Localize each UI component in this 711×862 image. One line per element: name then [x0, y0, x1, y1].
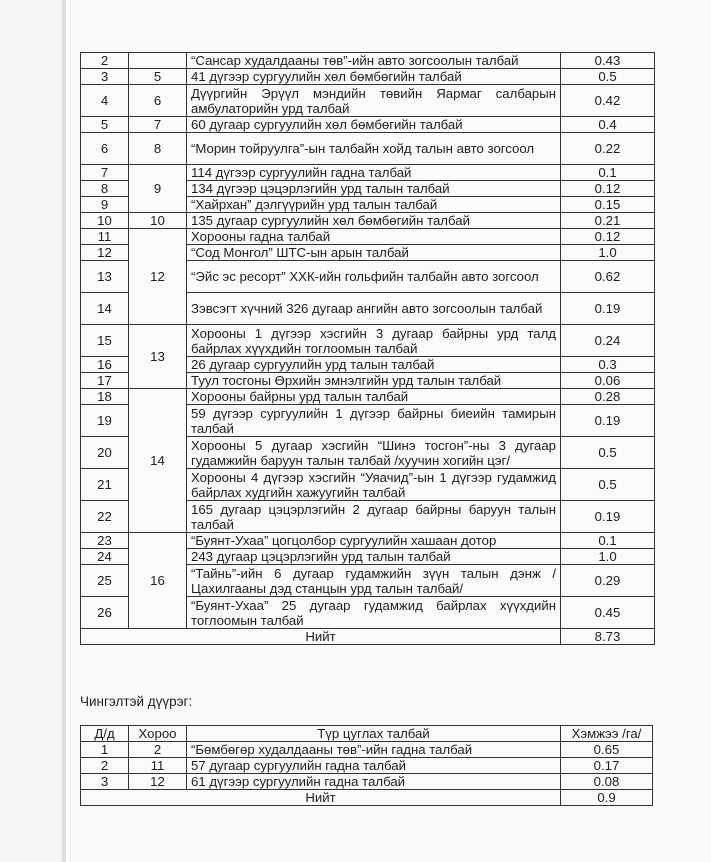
area-cell: 0.43 — [561, 53, 655, 69]
place-cell: Хорооны 1 дүгээр хэсгийн 3 дугаар байрны урд талд байрлах хүүхдийн тоглоомын талбай — [187, 325, 561, 357]
table-row — [81, 117, 655, 133]
row-number: 16 — [81, 357, 129, 373]
total-row — [81, 629, 655, 645]
row-number: 11 — [81, 229, 129, 245]
area-cell: 0.28 — [561, 389, 655, 405]
khoroo-cell: 12 — [129, 229, 187, 325]
row-number: 4 — [81, 85, 129, 117]
table-row — [81, 213, 655, 229]
area-cell: 0.29 — [561, 565, 655, 597]
area-cell: 0.42 — [561, 85, 655, 117]
area-cell: 0.22 — [561, 133, 655, 165]
row-number: 26 — [81, 597, 129, 629]
place-cell: “Бөмбөгөр худалдааны төв”-ийн гадна талбай — [187, 742, 561, 758]
place-cell: Хорооны байрны урд талын талбай — [187, 389, 561, 405]
area-cell: 0.19 — [561, 501, 655, 533]
row-number: 23 — [81, 533, 129, 549]
place-cell: 57 дугаар сургуулийн гадна талбай — [187, 758, 561, 774]
row-number: 2 — [81, 53, 129, 69]
area-cell: 1.0 — [561, 245, 655, 261]
row-number: 24 — [81, 549, 129, 565]
place-cell: 59 дүгээр сургуулийн 1 дүгээр байрны биеийн тамирын талбай — [187, 405, 561, 437]
place-cell: “Сансар худалдааны төв”-ийн авто зогсоолын талбай — [187, 53, 561, 69]
place-cell: 41 дүгээр сургуулийн хөл бөмбөгийн талбай — [187, 69, 561, 85]
area-cell: 0.08 — [561, 774, 653, 790]
table-row — [81, 133, 655, 165]
area-cell: 0.3 — [561, 357, 655, 373]
khoroo-cell: 16 — [129, 533, 187, 629]
row-number: 19 — [81, 405, 129, 437]
place-cell: 165 дугаар цэцэрлэгийн 2 дугаар байрны баруун талын талбай — [187, 501, 561, 533]
total-row — [81, 790, 653, 806]
row-number: 2 — [81, 758, 129, 774]
khoroo-cell: 10 — [129, 213, 187, 229]
table-row — [81, 69, 655, 85]
table-row — [81, 533, 655, 549]
total-label: Нийт — [81, 629, 561, 645]
section-title: Чингэлтэй дүүрэг: — [80, 694, 193, 709]
place-cell: 135 дугаар сургуулийн хөл бөмбөгийн талбай — [187, 213, 561, 229]
scan-margin — [0, 0, 62, 862]
row-number: 22 — [81, 501, 129, 533]
place-cell: “Хайрхан” дэлгүүрийн урд талын талбай — [187, 197, 561, 213]
area-cell: 0.5 — [561, 69, 655, 85]
table-row — [81, 389, 655, 405]
row-number: 20 — [81, 437, 129, 469]
row-number: 7 — [81, 165, 129, 181]
row-number: 3 — [81, 69, 129, 85]
header-place: Түр цуглах талбай — [187, 726, 561, 742]
row-number: 18 — [81, 389, 129, 405]
place-cell: Хорооны гадна талбай — [187, 229, 561, 245]
row-number: 14 — [81, 293, 129, 325]
row-number: 21 — [81, 469, 129, 501]
area-cell: 0.5 — [561, 469, 655, 501]
place-cell: “Морин тойруулга”-ын талбайн хойд талын авто зогсоол — [187, 133, 561, 165]
khoroo-cell: 9 — [129, 165, 187, 213]
header-khoroo: Хороо — [129, 726, 187, 742]
total-value: 0.9 — [561, 790, 653, 806]
row-number: 13 — [81, 261, 129, 293]
place-cell: “Сод Монгол” ШТС-ын арын талбай — [187, 245, 561, 261]
table-row — [81, 758, 653, 774]
khoroo-cell: 5 — [129, 69, 187, 85]
place-cell: “Буянт-Ухаа” 25 дугаар гудамжид байрлах хүүхдийн тоглоомын талбай — [187, 597, 561, 629]
khoroo-cell: 13 — [129, 325, 187, 389]
khoroo-cell: 12 — [129, 774, 187, 790]
header-no: Д/д — [81, 726, 129, 742]
area-cell: 0.65 — [561, 742, 653, 758]
place-cell: “Эйс эс ресорт” ХХК-ийн гольфийн талбайн авто зогсоол — [187, 261, 561, 293]
place-cell: “Тайнь”-ийн 6 дугаар гудамжийн зүүн талын дэнж /Цахилгааны дэд станцын урд талын талбай/ — [187, 565, 561, 597]
place-cell: 60 дугаар сургуулийн хөл бөмбөгийн талбай — [187, 117, 561, 133]
khoroo-cell: 8 — [129, 133, 187, 165]
place-cell: 243 дугаар цэцэрлэгийн урд талын талбай — [187, 549, 561, 565]
area-cell: 0.19 — [561, 293, 655, 325]
row-number: 1 — [81, 742, 129, 758]
place-cell: 134 дүгээр цэцэрлэгийн урд талын талбай — [187, 181, 561, 197]
khoroo-cell: 2 — [129, 742, 187, 758]
row-number: 6 — [81, 133, 129, 165]
place-cell: 114 дүгээр сургуулийн гадна талбай — [187, 165, 561, 181]
area-cell: 0.5 — [561, 437, 655, 469]
total-label: Нийт — [81, 790, 561, 806]
row-number: 5 — [81, 117, 129, 133]
khoroo-cell: 7 — [129, 117, 187, 133]
table-row — [81, 165, 655, 181]
area-cell: 0.21 — [561, 213, 655, 229]
khoroo-cell: 6 — [129, 85, 187, 117]
place-cell: Дүүргийн Эрүүл мэндийн төвийн Яармаг салбарын амбулаторийн урд талбай — [187, 85, 561, 117]
row-number: 9 — [81, 197, 129, 213]
area-cell: 0.4 — [561, 117, 655, 133]
row-number: 15 — [81, 325, 129, 357]
table-row — [81, 774, 653, 790]
table-row — [81, 742, 653, 758]
header-row — [81, 726, 653, 742]
table-row — [81, 53, 655, 69]
area-cell: 0.62 — [561, 261, 655, 293]
place-cell: “Буянт-Ухаа” цогцолбор сургуулийн хашаан дотор — [187, 533, 561, 549]
place-cell: 61 дүгээр сургуулийн гадна талбай — [187, 774, 561, 790]
row-number: 10 — [81, 213, 129, 229]
page-edge — [62, 0, 66, 862]
place-cell: Хорооны 4 дүгээр хэсгийн “Уяачид”-ын 1 дүгээр гудамжид байрлах худгийн хажуугийн талбай — [187, 469, 561, 501]
place-cell: 26 дугаар сургуулийн урд талын талбай — [187, 357, 561, 373]
khoroo-cell: 14 — [129, 389, 187, 533]
row-number: 17 — [81, 373, 129, 389]
area-cell: 0.12 — [561, 229, 655, 245]
row-number: 8 — [81, 181, 129, 197]
area-cell: 0.06 — [561, 373, 655, 389]
table-row — [81, 229, 655, 245]
area-cell: 0.45 — [561, 597, 655, 629]
area-cell: 1.0 — [561, 549, 655, 565]
row-number: 3 — [81, 774, 129, 790]
area-cell: 0.24 — [561, 325, 655, 357]
area-cell: 0.19 — [561, 405, 655, 437]
khoroo-cell: 11 — [129, 758, 187, 774]
table-row — [81, 325, 655, 357]
area-cell: 0.17 — [561, 758, 653, 774]
table-row — [81, 85, 655, 117]
row-number: 12 — [81, 245, 129, 261]
place-cell: Туул тосгоны Өрхийн эмнэлгийн урд талын талбай — [187, 373, 561, 389]
header-area: Хэмжээ /га/ — [561, 726, 653, 742]
area-cell: 0.15 — [561, 197, 655, 213]
khoroo-cell — [129, 53, 187, 69]
row-number: 25 — [81, 565, 129, 597]
place-cell: Зэвсэгт хүчний 326 дугаар ангийн авто зогсоолын талбай — [187, 293, 561, 325]
page-edge-line — [70, 0, 71, 862]
bayanzurkh-assembly-table — [80, 52, 655, 645]
area-cell: 0.1 — [561, 533, 655, 549]
area-cell: 0.12 — [561, 181, 655, 197]
chingeltei-assembly-table — [80, 725, 653, 806]
place-cell: Хорооны 5 дугаар хэсгийн “Шинэ тосгон”-ны 3 дугаар гудамжийн баруун талын талбай /хуучин хогийн цэг/ — [187, 437, 561, 469]
area-cell: 0.1 — [561, 165, 655, 181]
total-value: 8.73 — [561, 629, 655, 645]
